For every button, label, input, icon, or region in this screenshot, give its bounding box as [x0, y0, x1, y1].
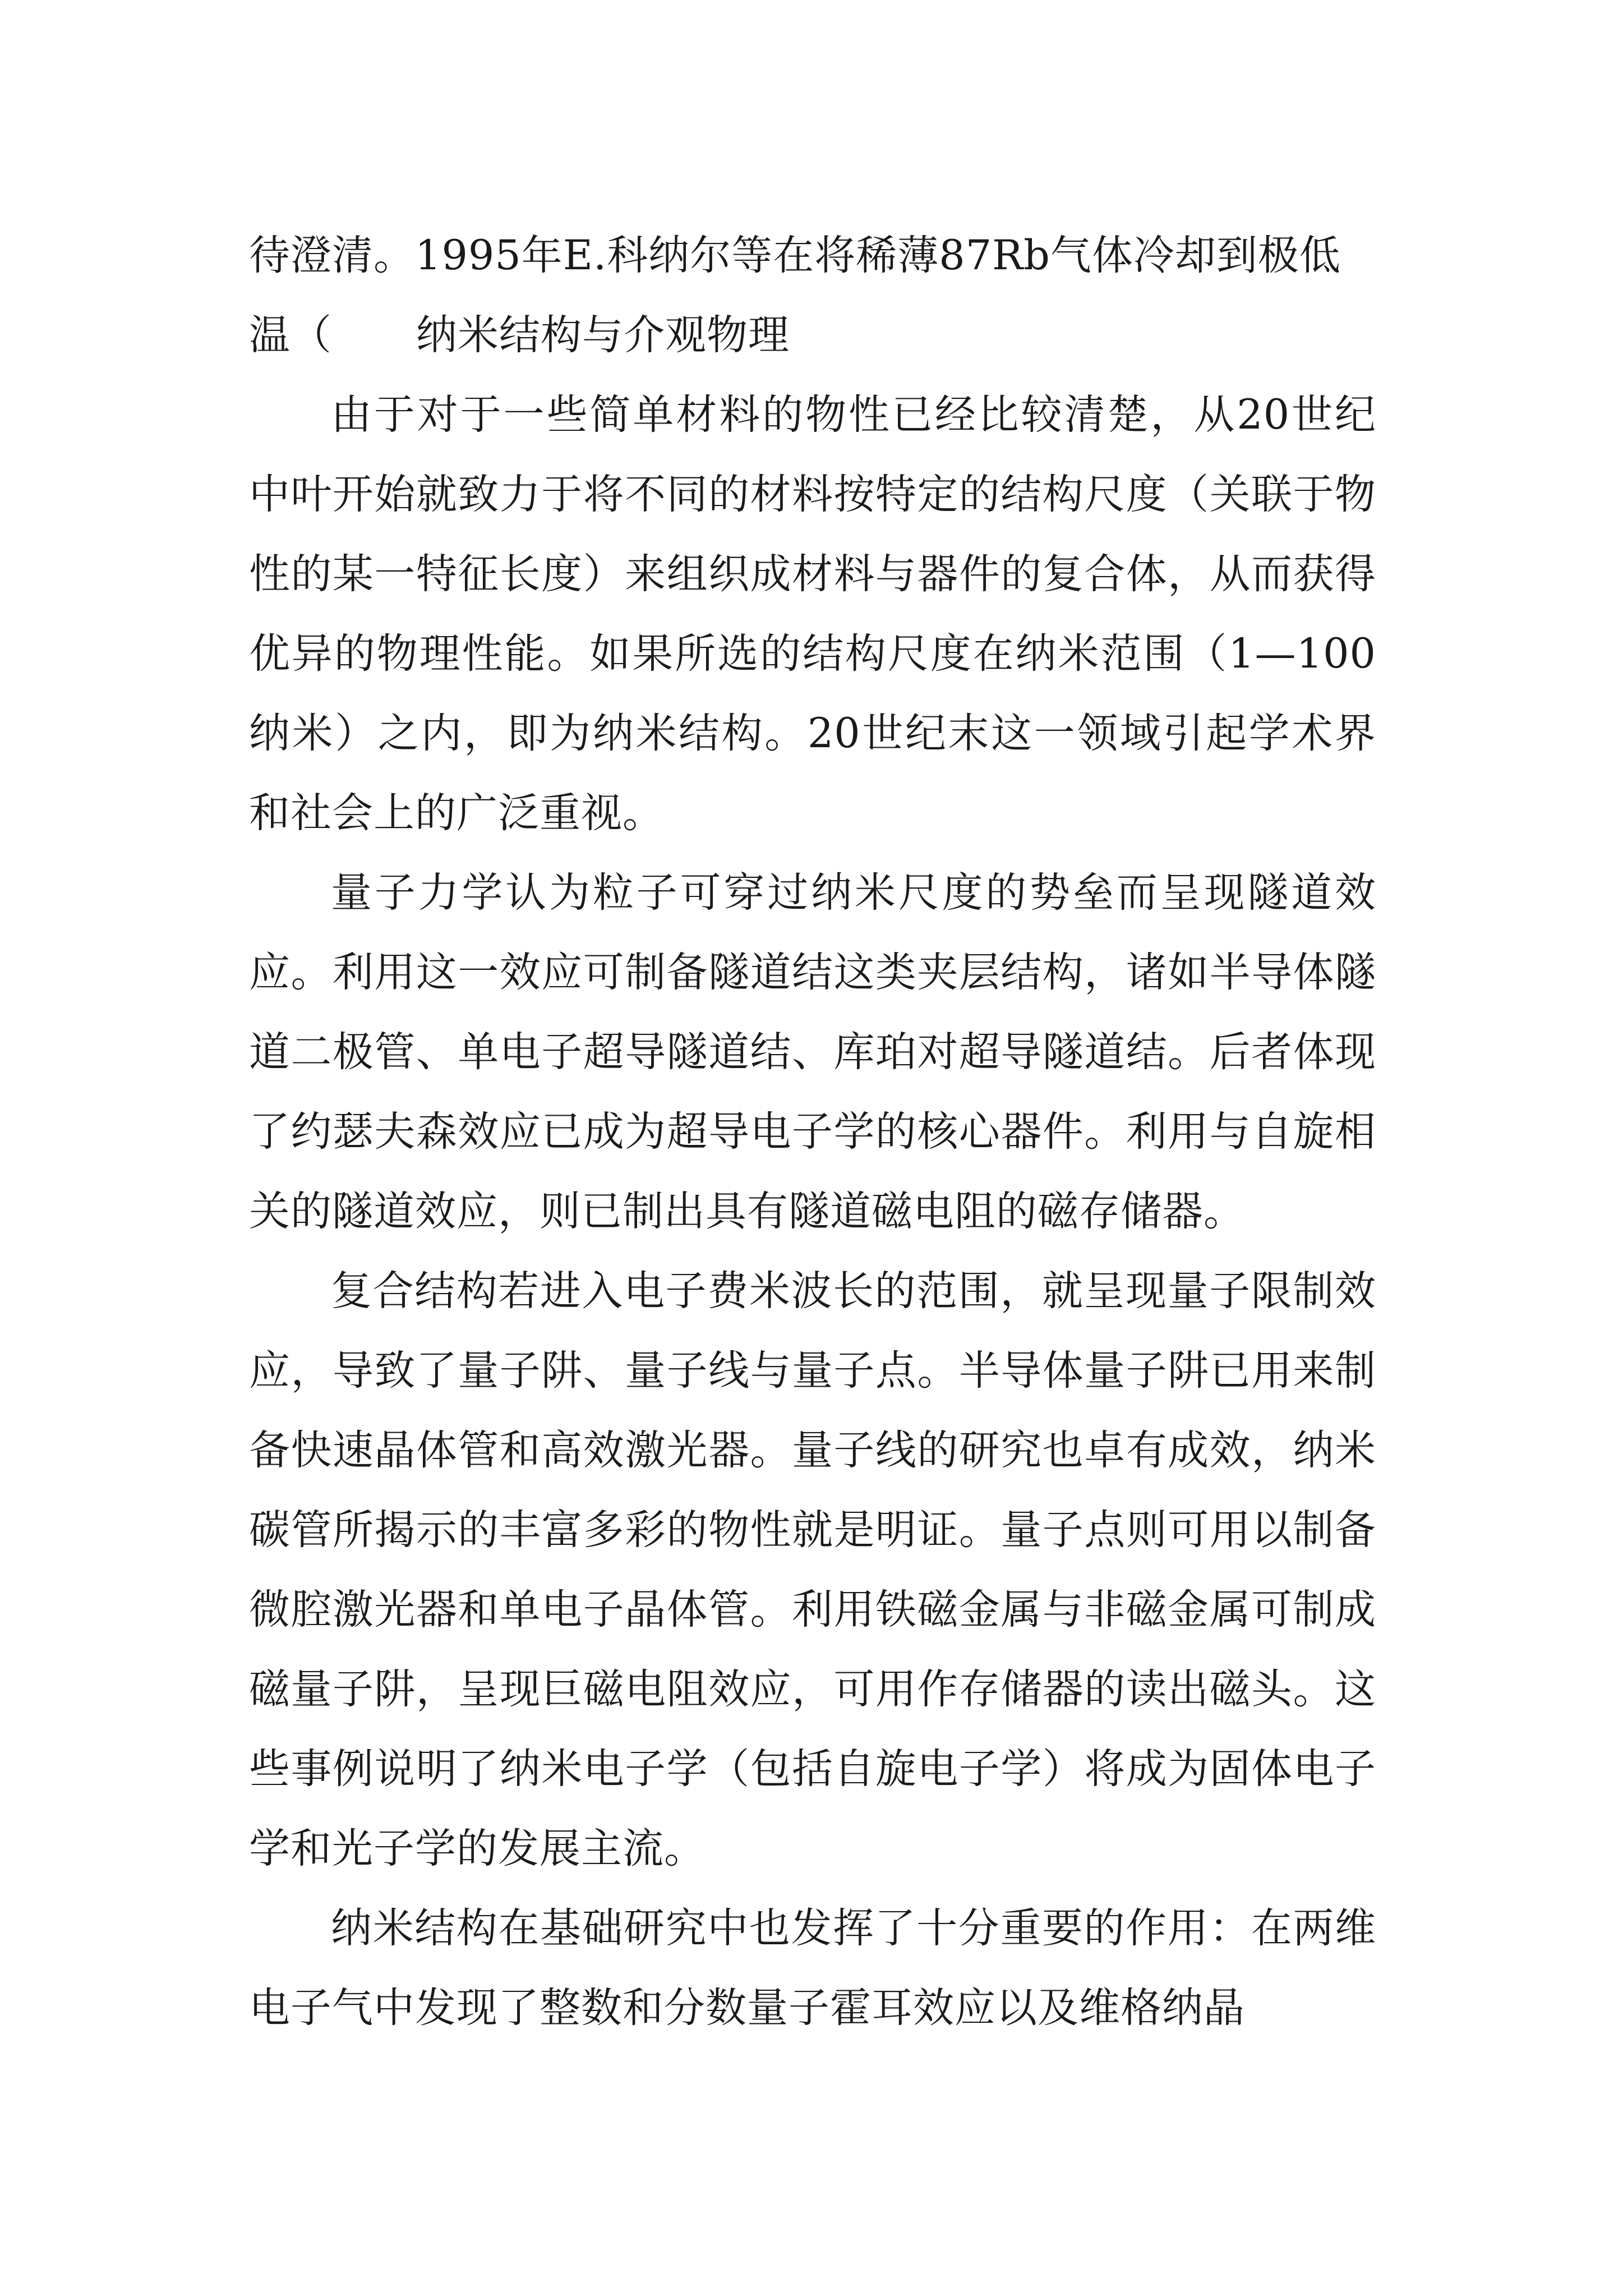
- fragment-line-1: 待澄清。1995年E.科纳尔等在将稀薄87Rb气体冷却到极低: [249, 232, 1341, 279]
- paragraph: 由于对于一些简单材料的物性已经比较清楚，从20世纪中叶开始就致力于将不同的材料按特定的结构尺度（关联于物性的某一特征长度）来组织成材料与器件的复合体，从而获得优异的物理性能。如果所选的结构尺度在纳米范围（1—100纳米）之内，即为纳米结构。20世纪末这一领域引起学术界和社会上的广泛重视。: [249, 391, 1376, 837]
- section-title: 纳米结构与介观物理: [416, 311, 790, 359]
- paragraph: 量子力学认为粒子可穿过纳米尺度的势垒而呈现隧道效应。利用这一效应可制备隧道结这类夹层结构，诸如半导体隧道二极管、单电子超导隧道结、库珀对超导隧道结。后者体现了约瑟夫森效应已成为超导电子学的核心器件。利用与自旋相关的隧道效应，则已制出具有隧道磁电阻的磁存储器。: [249, 869, 1376, 1235]
- body-text: [249, 216, 1376, 2048]
- paragraph: 复合结构若进入电子费米波长的范围，就呈现量子限制效应，导致了量子阱、量子线与量子点。半导体量子阱已用来制备快速晶体管和高效激光器。量子线的研究也卓有成效，纳米碳管所揭示的丰富多彩的物性就是明证。量子点则可用以制备微腔激光器和单电子晶体管。利用铁磁金属与非磁金属可制成磁量子阱，呈现巨磁电阻效应，可用作存储器的读出磁头。这些事例说明了纳米电子学（包括自旋电子学）将成为固体电子学和光子学的发展主流。: [249, 1267, 1376, 1872]
- fragment-paragraph: [249, 216, 1376, 375]
- fragment-line-2-prefix: 温（: [249, 311, 332, 359]
- paragraph: 纳米结构在基础研究中也发挥了十分重要的作用：在两维电子气中发现了整数和分数量子霍耳效应以及维格纳晶: [249, 1904, 1376, 2032]
